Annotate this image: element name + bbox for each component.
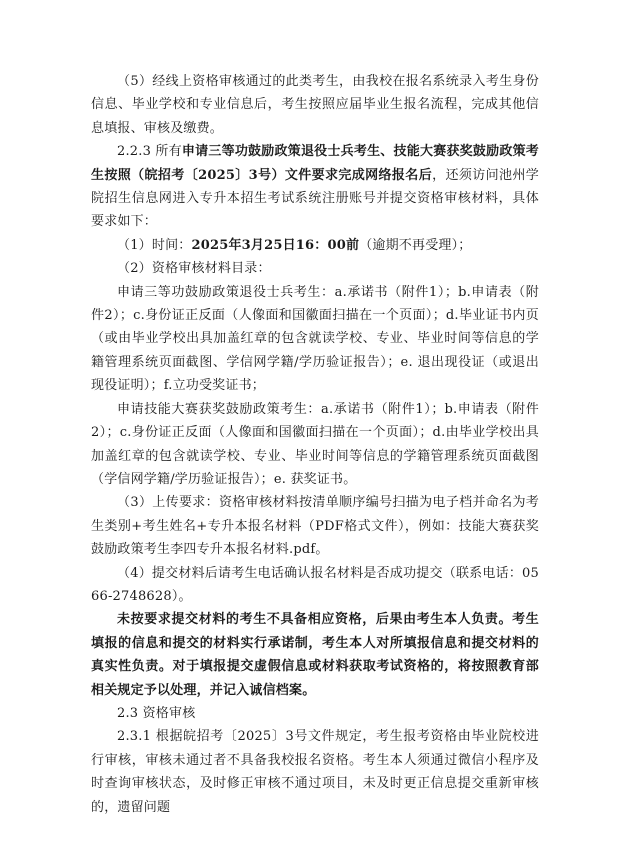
- paragraph-deadline: [91, 234, 539, 257]
- paragraph-1: [91, 70, 539, 140]
- deadline-label: （1）时间：: [117, 237, 192, 253]
- deadline-date: 2025年3月25日16：00前: [191, 237, 360, 253]
- paragraph-2: [91, 140, 539, 234]
- section-heading-2-3: [91, 702, 539, 725]
- paragraph-2-lead: 2.2.3 所有: [117, 144, 182, 160]
- veteran-materials-text: 申请三等功鼓励政策退役士兵考生：a.承诺书（附件1）；b.申请表（附件2）；c.身份证正反面（人像面和国徽面扫描在一个页面）；d.毕业证书内页（或由毕业学校出具加盖红章的包含就读学校、专业、毕业时间等信息的学籍管理系统页面截图、学信网学籍/学历验证报告）；e. 退出现役证（或退出现役证明）；f.立功受奖证书；: [91, 284, 539, 394]
- paragraph-2-3-1-text: 2.3.1 根据皖招考〔2025〕3号文件规定，考生报考资格由毕业院校进行审核，审核未通过者不具备我校报名资格。考生本人须通过微信小程序及时查询审核状态，及时修正审核不通过项目，未及时更正信息提交重新审核的，遗留问题: [91, 729, 539, 815]
- paragraph-2-bold: 申请三等功鼓励政策退役士兵考生、技能大赛获奖鼓励政策考生按照（皖招考〔2025〕3号）文件要求完成网络报名后: [91, 144, 540, 183]
- paragraph-1-text: （5）经线上资格审核通过的此类考生，由我校在报名系统录入考生身份信息、毕业学校和专业信息后，考生按照应届毕业生报名流程，完成其他信息填报、审核及缴费。: [91, 74, 539, 136]
- paragraph-phone-confirm: [91, 562, 539, 609]
- paragraph-2-rest: ，还须访问池州学院招生信息网进入专升本招生考试系统注册账号并提交资格审核材料，具体要求如下：: [91, 167, 539, 230]
- upload-requirements-text: （3）上传要求：资格审核材料按清单顺序编号扫描为电子档并命名为考生类别+考生姓名+专升本报名材料（PDF格式文件），例如：技能大赛获奖鼓励政策考生李四专升本报名材料.pdf。: [91, 495, 539, 558]
- deadline-note: （逾期不再受理）；: [359, 237, 472, 253]
- paragraph-upload-requirements: [91, 491, 539, 561]
- section-heading-text: 2.3 资格审核: [117, 705, 196, 721]
- material-list-title: （2）资格审核材料目录：: [117, 261, 271, 277]
- contest-materials-text: 申请技能大赛获奖鼓励政策考生：a.承诺书（附件1）；b.申请表（附件2）；c.身份证正反面（人像面和国徽面扫描在一个页面）；d.由毕业学校出具加盖红章的包含就读学校、专业、毕业时间等信息的学籍管理系统页面截图（学信网学籍/学历验证报告）；e. 获奖证书。: [91, 401, 539, 487]
- phone-confirm-text: （4）提交材料后请考生电话确认报名材料是否成功提交（联系电话：0566-2748628）。: [91, 565, 539, 604]
- paragraph-contest-materials: [91, 398, 539, 492]
- paragraph-veteran-materials: [91, 281, 539, 398]
- warning-text: 未按要求提交材料的考生不具备相应资格，后果由考生本人负责。考生填报的信息和提交的材料实行承诺制，考生本人对所填报信息和提交材料的真实性负责。对于填报提交虚假信息或材料获取考试资格的，将按照教育部相关规定予以处理，并记入诚信档案。: [91, 612, 539, 698]
- paragraph-material-list-title: [91, 257, 539, 280]
- document-page: [91, 70, 539, 819]
- paragraph-warning: [91, 608, 539, 702]
- paragraph-2-3-1: [91, 725, 539, 819]
